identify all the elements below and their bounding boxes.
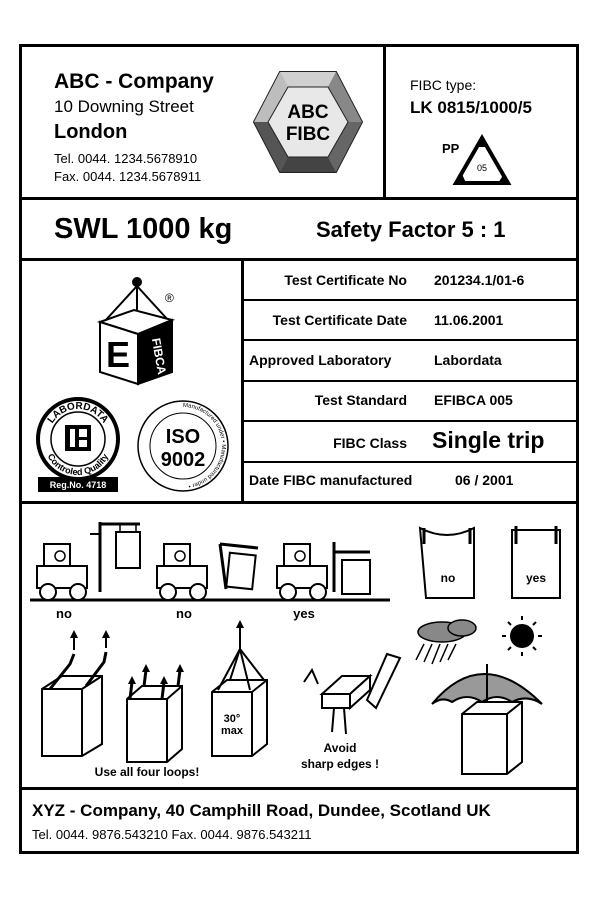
fibc-class-value: Single trip: [432, 427, 545, 453]
svg-text:Manufactured under • Manufactu: Manufactured under • Manufactured under •: [182, 402, 226, 489]
svg-text:max: max: [220, 725, 244, 737]
svg-text:LABORDATA: LABORDATA: [45, 400, 111, 426]
company-name: ABC - Company: [54, 70, 214, 93]
detail-label: Test Certificate No: [284, 272, 407, 288]
sharp-edges-icon: [304, 654, 400, 734]
svg-text:E: E: [105, 334, 131, 375]
safety-factor: Safety Factor 5 : 1: [316, 217, 506, 242]
svg-text:Avoid: Avoid: [323, 741, 357, 755]
detail-label: Test Standard: [314, 392, 407, 408]
logo-text-fibc: FIBC: [285, 124, 331, 145]
bag-overfilled-icon: [420, 528, 474, 598]
detail-label: Test Certificate Date: [272, 312, 407, 328]
iso-9002-seal: [134, 397, 232, 495]
iso-text: ISO: [165, 426, 201, 448]
iso-number: 9002: [160, 449, 206, 471]
forklift-icon: [157, 544, 258, 600]
recycle-material: PP: [442, 141, 460, 156]
fibc-type-label: FIBC type:: [410, 77, 477, 93]
lifting-loops-icon: [127, 664, 184, 762]
swl-load: SWL 1000 kg: [54, 213, 233, 245]
detail-value: 201234.1/01-6: [434, 272, 525, 288]
detail-value: 11.06.2001: [434, 312, 504, 328]
svg-text:Use all four loops!: Use all four loops!: [94, 765, 200, 779]
detail-label: FIBC Class: [333, 435, 407, 451]
forklift-icon: [37, 522, 140, 600]
recycle-code: 05: [476, 163, 488, 173]
svg-text:no: no: [176, 606, 192, 621]
svg-text:Controled Quality: Controled Quality: [45, 451, 111, 478]
logo-text-abc: ABC: [287, 102, 329, 123]
efibca-logo: [92, 272, 192, 390]
company-fax: Fax. 0044. 1234.5678911: [54, 169, 202, 184]
reg-no: Reg.No. 4718: [49, 480, 107, 490]
registered-mark: ®: [165, 291, 174, 305]
svg-text:no: no: [440, 571, 456, 585]
detail-value: EFIBCA 005: [434, 392, 513, 408]
company-city: London: [54, 121, 128, 143]
detail-label: Approved Laboratory: [249, 352, 392, 368]
handling-pictograms: [22, 504, 576, 787]
efibca-mark-text: FIBCA: [148, 337, 170, 376]
bag-correct-icon: [512, 526, 560, 598]
fibc-label: [19, 44, 579, 854]
svg-text:yes: yes: [293, 606, 315, 621]
svg-text:30°: 30°: [223, 713, 241, 725]
labordata-seal: [34, 395, 122, 493]
recycle-icon: [434, 133, 514, 189]
detail-label: Date FIBC manufactured: [249, 472, 413, 488]
weather-protection-icon: [416, 616, 542, 774]
svg-text:yes: yes: [525, 571, 547, 585]
company-tel: Tel. 0044. 1234.5678910: [54, 151, 198, 166]
svg-text:no: no: [56, 606, 72, 621]
footer-contact: Tel. 0044. 9876.543210 Fax. 0044. 9876.543211: [32, 827, 312, 842]
forklift-icon: [277, 542, 370, 600]
abc-fibc-logo: [252, 69, 364, 175]
fibc-type-value: LK 0815/1000/5: [410, 98, 532, 117]
company-street: 10 Downing Street: [54, 97, 194, 116]
svg-text:sharp edges !: sharp edges !: [300, 757, 380, 771]
lifting-loops-icon: [42, 630, 110, 756]
footer-company: XYZ - Company, 40 Camphill Road, Dundee, Scotland UK: [32, 801, 491, 820]
detail-value: 06 / 2001: [455, 472, 514, 488]
detail-value: Labordata: [434, 352, 502, 368]
